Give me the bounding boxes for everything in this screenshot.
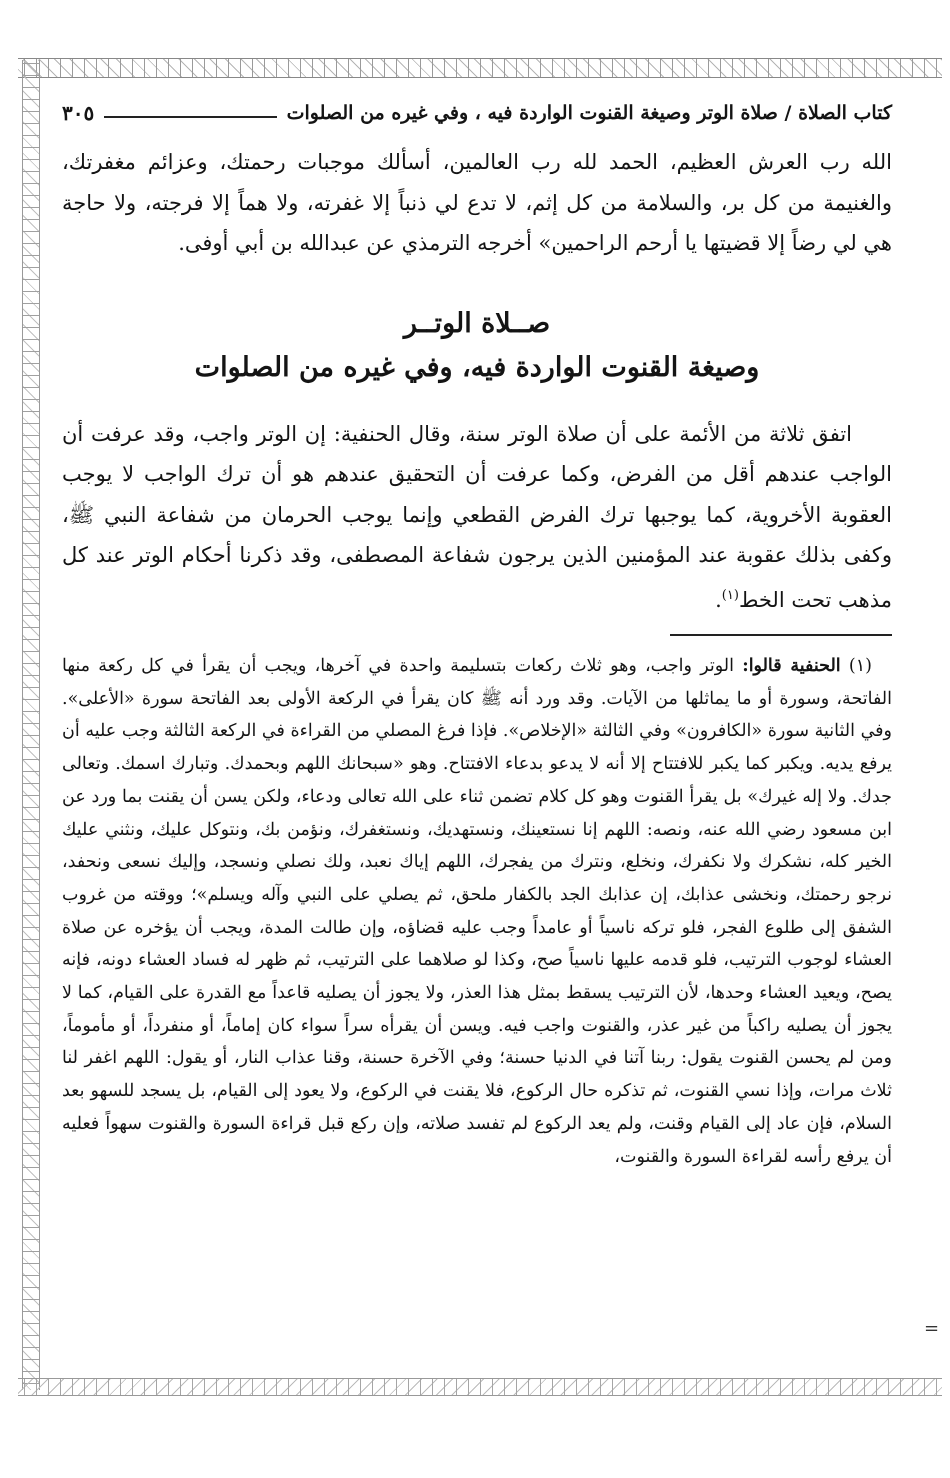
intro-text: اتفق ثلاثة من الأئمة على أن صلاة الوتر سنة، وقال الحنفية: إن الوتر واجب، وقد عرفت أن الواجب عندهم أقل من الفرض، وكما عرفت أن التحقيق عندهم هو أن ترك الواجب لا يوجب العقوبة الأخروية، كما يوجبها ترك الفرض القطعي وإنما يوجب الحرمان من شفاعة النبي ﷺ، وكفى بذلك عقوبة عند المؤمنين الذين يرجون شفاعة المصطفى، وقد ذكرنا أحكام الوتر عند كل مذهب تحت الخط: [62, 421, 892, 612]
footnote-label: الحنفية قالوا:: [742, 656, 841, 676]
footnote-reference: (١): [721, 587, 739, 603]
page-border-top: [18, 58, 942, 78]
intro-paragraph: اتفق ثلاثة من الأئمة على أن صلاة الوتر سنة، وقال الحنفية: إن الوتر واجب، وقد عرفت أن الواجب عندهم أقل من الفرض، وكما عرفت أن التحقيق عندهم هو أن ترك الواجب لا يوجب العقوبة الأخروية، كما يوجبها ترك الفرض القطعي وإنما يوجب الحرمان من شفاعة النبي ﷺ، وكفى بذلك عقوبة عند المؤمنين الذين يرجون شفاعة المصطفى، وقد ذكرنا أحكام الوتر عند كل مذهب تحت الخط$^{(١)}$.: [62, 421, 892, 612]
continuation-mark: =: [924, 1318, 940, 1339]
continuation-paragraph: [62, 142, 892, 264]
footnote-text: الوتر واجب، وهو ثلاث ركعات بتسليمة واحدة في آخرها، ويجب أن يقرأ في كل ركعة منها الفاتحة، وسورة أو ما يماثلها من الآيات. وقد ورد أنه ﷺ كان يقرأ في الركعة الأولى بعد الفاتحة سورة «الأعلى». وفي الثانية سورة «الكافرون» وفي الثالثة «الإخلاص». فإذا فرغ المصلي من القراءة في الركعة الثالثة وجب عليه أن يرفع يديه. ويكبر كما يكبر للافتتاح إلا أنه لا يدعو بدعاء الافتتاح. وهو «سبحانك اللهم وبحمدك. وتبارك اسمك. وتعالى جدك. ولا إله غيرك» بل يقرأ القنوت وهو كل كلام تضمن ثناء على الله تعالى ودعاء، ولكن يسن أن يقنت بما ورد عن ابن مسعود رضي الله عنه، ونصه: اللهم إنا نستعينك، ونستهديك، ونستغفرك، ونؤمن بك، ونتوكل عليك، ونثني عليك الخير كله، نشكرك ولا نكفرك، ونخلع، ونترك من يفجرك، اللهم إياك نعبد، ولك نصلي ونسجد، وإليك نسعى ونحفد، نرجو رحمتك، ونخشى عذابك، إن عذابك الجد بالكفار ملحق، ثم يصلي على النبي وآله ويسلم»؛ ووقته من غروب الشفق إلى طلوع الفجر، فلو تركه ناسياً أو عامداً وجب عليه قضاؤه، وإن طالت المدة، ويجب أن يؤخره عن صلاة العشاء لوجوب الترتيب، فلو قدمه عليها ناسياً صح، وكذا لو صلاهما على الترتيب، ثم ظهر له فساد العشاء دونه، فإنه يصح، ويعيد العشاء وحدها، لأن الترتيب يسقط بمثل هذا العذر، ولا يجوز أن يصليه قاعداً مع القدرة على القيام، كما لا يجوز أن يصليه راكباً من غير عذر، والقنوت واجب فيه. ويسن أن يقرأه سراً سواء كان إماماً، أو منفرداً، أو مأموماً، ومن لم يحسن القنوت يقول: ربنا آتنا في الدنيا حسنة؛ وفي الآخرة حسنة، وقنا عذاب النار، أو يقول: اللهم اغفر لنا ثلاث مرات، وإذا نسي القنوت، ثم تذكره حال الركوع، فلا يقنت في الركوع، ولا يعود إلى القيام، بل يسجد للسهو بعد السلام، فإن عاد إلى القيام وقنت، ولم يعد الركوع لم تفسد صلاته، وإن ركع قبل قراءة السورة والقنوت سهواً فعليه أن يرفع رأسه لقراءة السورة والقنوت،: [62, 656, 892, 1167]
page-border-left: [22, 60, 40, 1390]
header-rule: [104, 116, 276, 118]
page-border-bottom: [18, 1378, 942, 1396]
page-number: ٣٠٥: [62, 101, 95, 125]
book-page: [62, 96, 892, 1173]
section-title: صــلاة الوتــر: [403, 307, 551, 339]
section-subtitle: وصيغة القنوت الواردة فيه، وفي غيره من الصلوات: [194, 351, 760, 383]
running-header-title: كتاب الصلاة / صلاة الوتر وصيغة القنوت الواردة فيه ، وفي غيره من الصلوات: [286, 102, 892, 124]
footnote: [62, 650, 892, 1173]
footnote-number: (١): [848, 656, 872, 676]
section-heading: [62, 302, 892, 390]
running-header: [62, 96, 892, 130]
footnote-separator: [670, 634, 892, 636]
continuation-text: الله رب العرش العظيم، الحمد لله رب العالمين، أسألك موجبات رحمتك، وعزائم مغفرتك، والغنيمة من كل بر، والسلامة من كل إثم، لا تدع لي ذنباً إلا غفرته، ولا هماً إلا فرجته، ولا حاجة هي لي رضاً إلا قضيتها يا أرحم الراحمين» أخرجه الترمذي عن عبدالله بن أبي أوفى.: [62, 150, 892, 255]
